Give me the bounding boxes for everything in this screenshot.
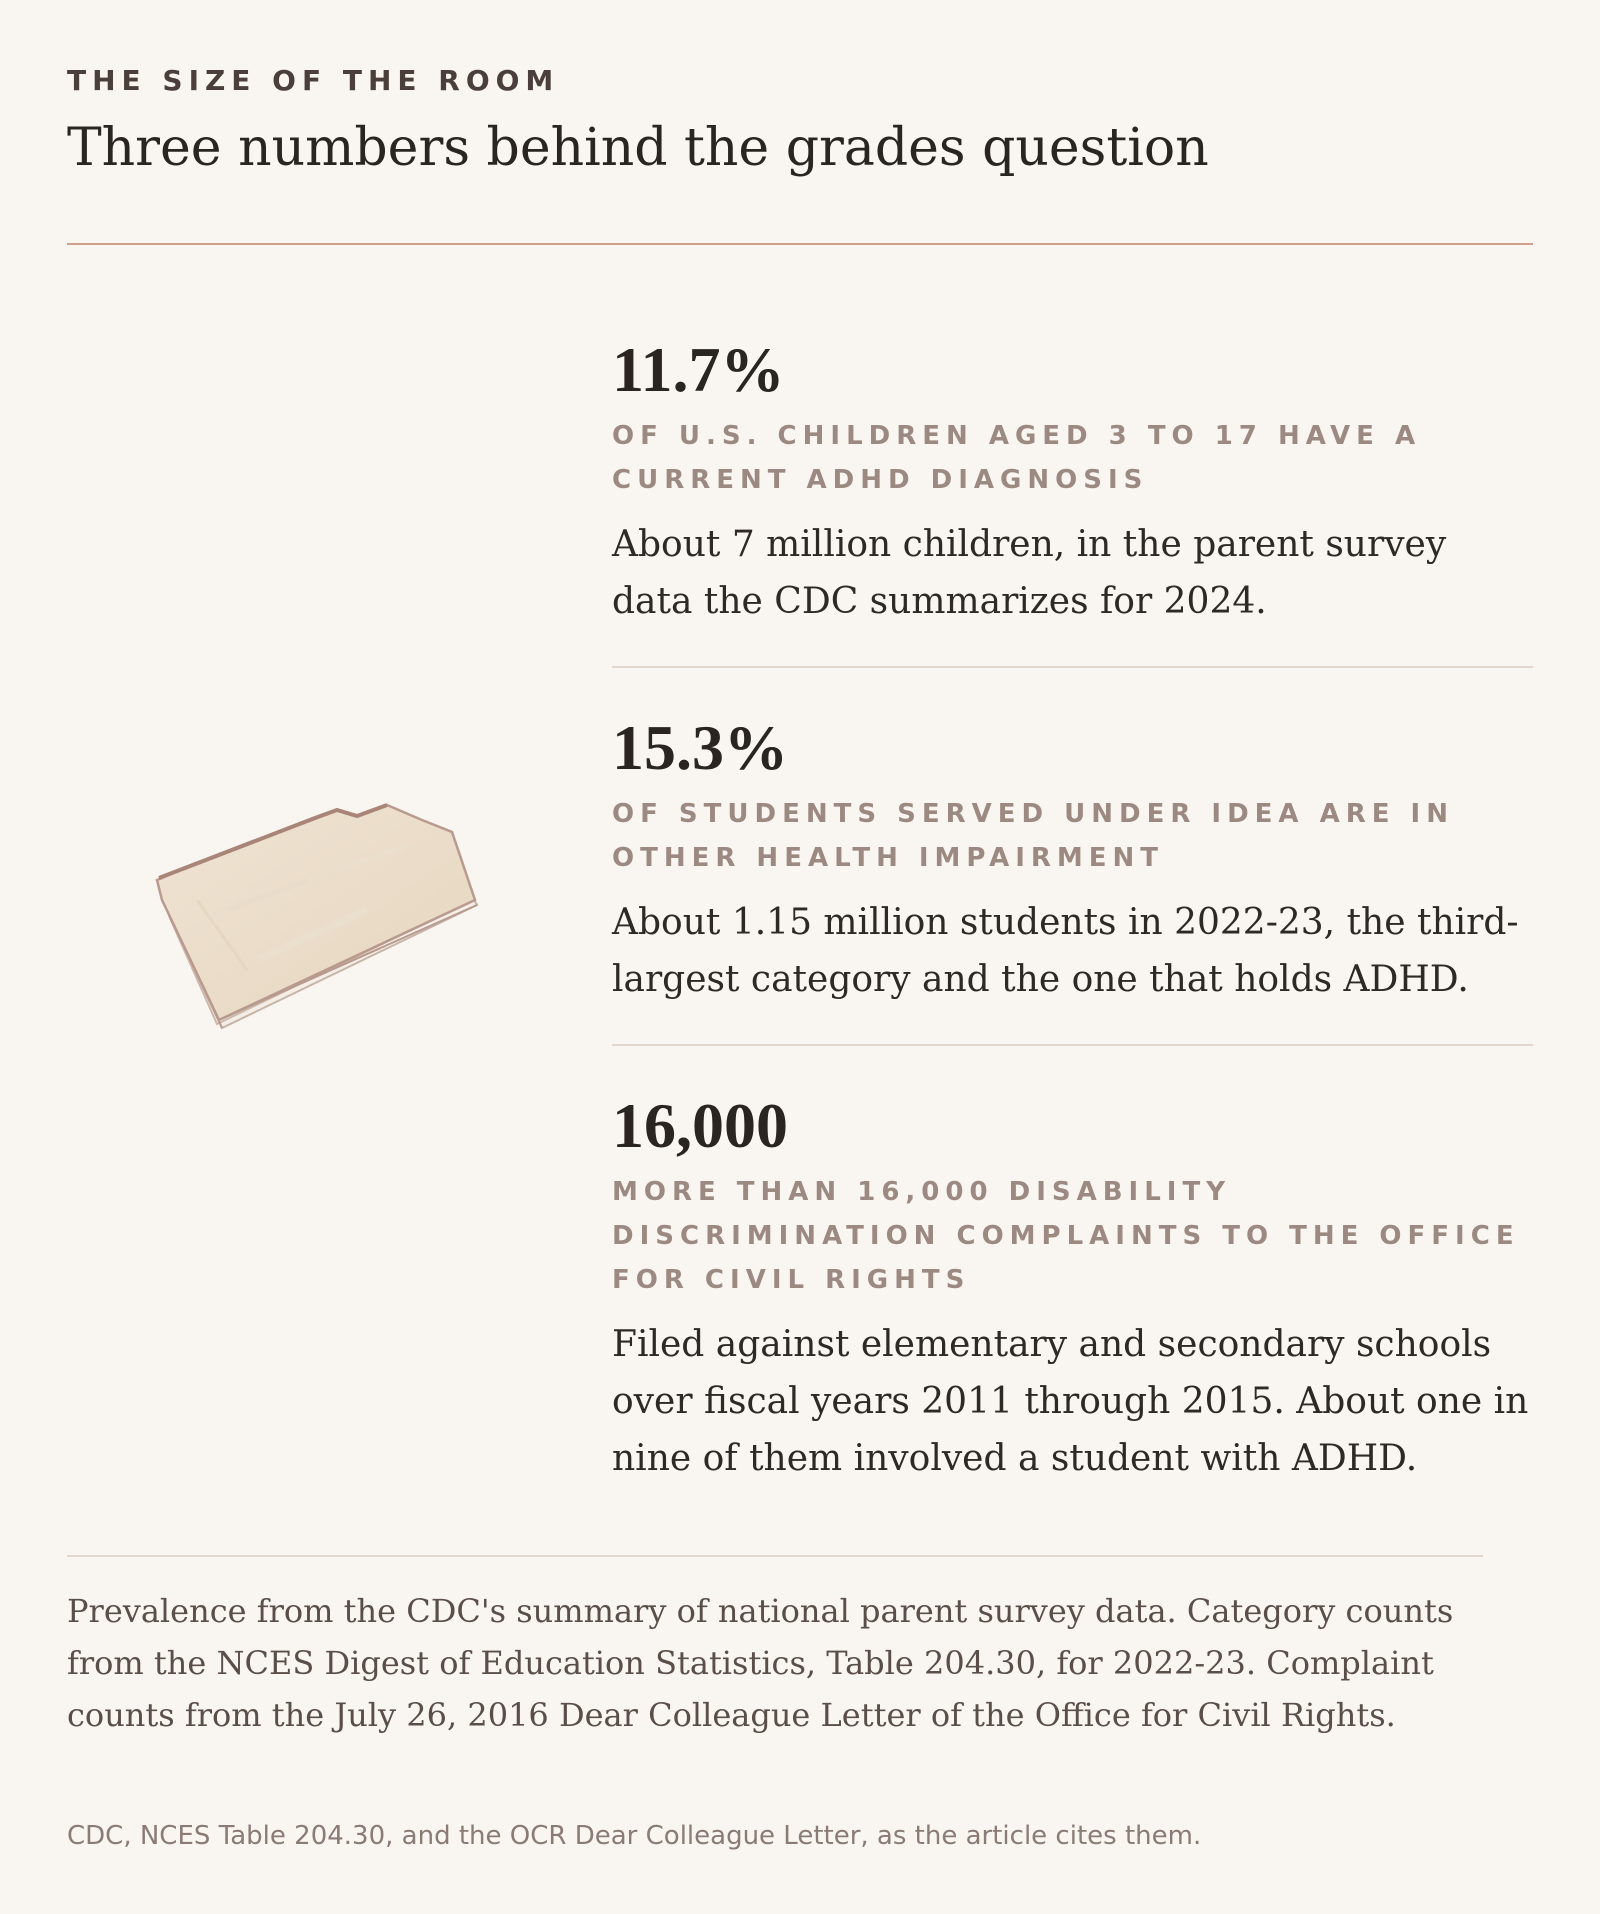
- source-notes: Prevalence from the CDC's summary of national parent survey data. Category counts from the NCES Digest of Education Statistics, Table 204.30, for 2022-23. Complaint counts from the July 26, 2016 Dear Colleague Letter of the Office for Civil Rights.: [67, 1592, 1454, 1734]
- stat-description: About 7 million children, in the parent survey data the CDC summarizes for 2024.: [612, 524, 1447, 622]
- source-credit: CDC, NCES Table 204.30, and the OCR Dear Colleague Letter, as the article cites them.: [67, 1821, 1202, 1851]
- stat-label: OF U.S. CHILDREN AGED 3 TO 17 HAVE A CURRENT ADHD DIAGNOSIS: [612, 421, 1422, 495]
- stat-value: 11.7%: [612, 334, 785, 405]
- stat-item: [612, 708, 1533, 1008]
- stat-item: [612, 330, 1533, 630]
- stat-value: 16,000: [612, 1090, 788, 1161]
- header-divider: [67, 243, 1533, 245]
- stat-divider: [612, 1044, 1533, 1046]
- folder-icon: [107, 760, 547, 1060]
- stat-description: About 1.15 million students in 2022-23, the third-largest category and the one that holds ADHD.: [612, 902, 1519, 1000]
- stat-item: [612, 1086, 1533, 1487]
- stat-label: OF STUDENTS SERVED UNDER IDEA ARE IN OTHER HEALTH IMPAIRMENT: [612, 799, 1454, 873]
- stat-description: Filed against elementary and secondary schools over fiscal years 2011 through 2015. About one in nine of them involved a student with ADHD.: [612, 1324, 1529, 1479]
- section-kicker: THE SIZE OF THE ROOM: [67, 64, 560, 97]
- stats-panel: [67, 0, 1533, 1914]
- stat-label: MORE THAN 16,000 DISABILITY DISCRIMINATION COMPLAINTS TO THE OFFICE FOR CIVIL RIGHTS: [612, 1177, 1520, 1295]
- stat-value: 15.3%: [612, 712, 788, 783]
- page-title: Three numbers behind the grades question: [67, 118, 1209, 178]
- stats-list: [612, 330, 1533, 1487]
- footer-divider: [67, 1555, 1483, 1557]
- stat-divider: [612, 666, 1533, 668]
